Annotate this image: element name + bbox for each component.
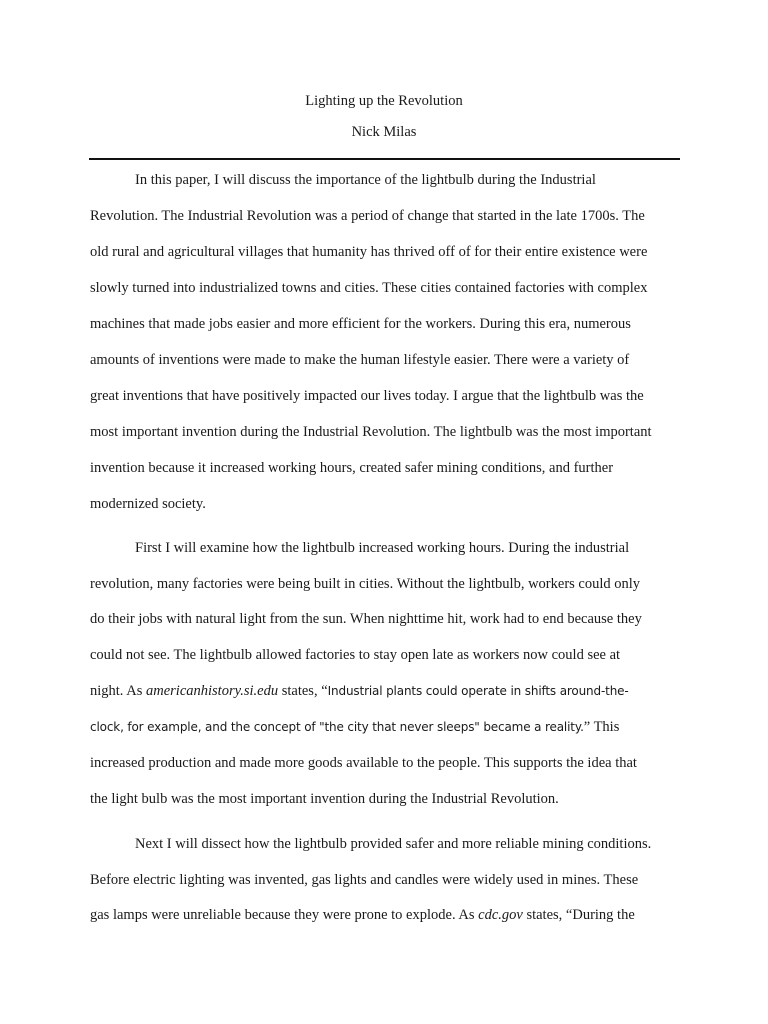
- text-run: states, “: [278, 683, 328, 699]
- paragraph-line: Before electric lighting was invented, gas lights and candles were widely used in mines. These: [90, 872, 639, 888]
- paragraph-line: Revolution. The Industrial Revolution was a period of change that started in the late 1700s. The: [90, 208, 645, 224]
- quoted-text: clock, for example, and the concept of "the city that never sleeps" became a reality.: [90, 720, 584, 734]
- paragraph-line: machines that made jobs easier and more efficient for the workers. During this era, numerous: [90, 316, 631, 332]
- paragraph-line: [90, 681, 629, 701]
- paragraph-line: the light bulb was the most important invention during the Industrial Revolution.: [90, 791, 559, 807]
- source-name: cdc.gov: [478, 907, 523, 923]
- quoted-text: Industrial plants could operate in shifts around-the-: [327, 684, 629, 698]
- text-run: night. As: [90, 683, 146, 699]
- title-rule: [89, 158, 680, 160]
- paragraph-line: revolution, many factories were being built in cities. Without the lightbulb, workers could only: [90, 576, 641, 592]
- paragraph-line: In this paper, I will discuss the importance of the lightbulb during the Industrial: [135, 172, 596, 188]
- text-run: states, “During the: [522, 907, 635, 923]
- source-name: americanhistory.si.edu: [146, 683, 279, 699]
- paragraph-line: could not see. The lightbulb allowed factories to stay open late as workers now could see at: [90, 647, 621, 663]
- paragraph-line: slowly turned into industrialized towns and cities. These cities contained factories with complex: [90, 280, 648, 296]
- paragraph-line: [90, 717, 619, 737]
- paragraph-line: do their jobs with natural light from the sun. When nighttime hit, work had to end because they: [90, 611, 642, 627]
- paragraph-line: most important invention during the Industrial Revolution. The lightbulb was the most important: [90, 424, 652, 440]
- paragraph-line: increased production and made more goods available to the people. This supports the idea that: [90, 755, 637, 771]
- paragraph-line: [90, 905, 635, 925]
- paragraph-line: modernized society.: [90, 496, 206, 512]
- document-title: Lighting up the Revolution: [305, 93, 463, 109]
- paragraph-line: great inventions that have positively impacted our lives today. I argue that the lightbulb was the: [90, 388, 644, 404]
- paragraph-line: amounts of inventions were made to make the human lifestyle easier. There were a variety of: [90, 352, 630, 368]
- paragraph-line: First I will examine how the lightbulb increased working hours. During the industrial: [135, 540, 630, 556]
- paragraph-line: Next I will dissect how the lightbulb provided safer and more reliable mining conditions.: [135, 836, 652, 852]
- text-run: gas lamps were unreliable because they were prone to explode. As: [90, 907, 479, 923]
- text-run: ” This: [583, 719, 620, 735]
- paragraph-line: invention because it increased working hours, created safer mining conditions, and further: [90, 460, 614, 476]
- paragraph-line: old rural and agricultural villages that humanity has thrived off of for their entire existence were: [90, 244, 648, 260]
- document-author: Nick Milas: [351, 124, 417, 140]
